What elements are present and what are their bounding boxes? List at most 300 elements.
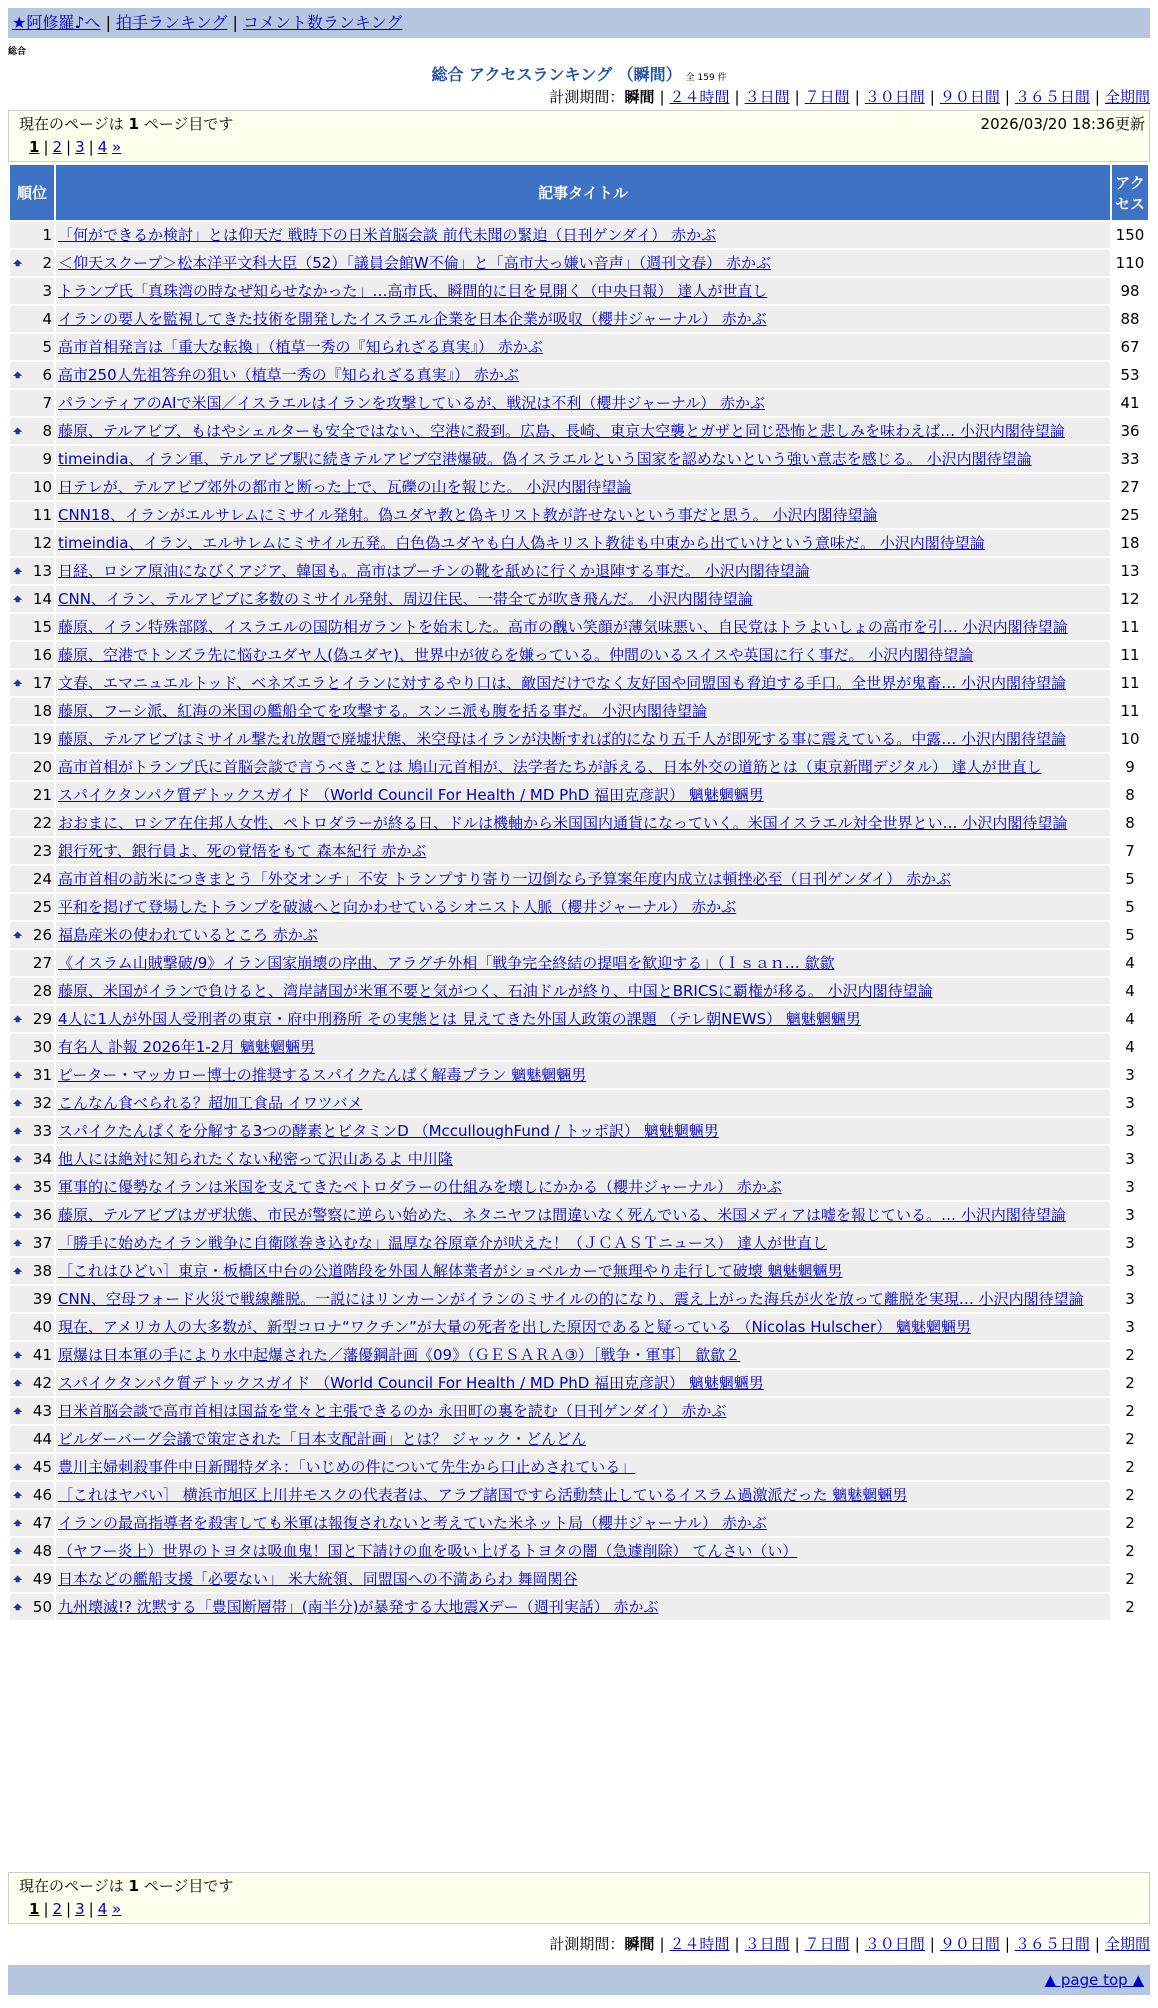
access-count: 3	[1112, 1174, 1148, 1200]
table-row	[10, 1566, 1148, 1592]
table-row	[10, 390, 1148, 416]
table-row	[10, 1258, 1148, 1284]
page-separator: |	[66, 1900, 72, 1918]
up-arrow-icon: 🠹	[13, 1374, 23, 1392]
access-count: 2	[1112, 1426, 1148, 1452]
title-cell	[56, 1202, 1110, 1228]
title-cell	[56, 362, 1110, 388]
period-separator: |	[734, 1935, 740, 1953]
period-separator: |	[794, 88, 800, 106]
period-link[interactable]: ３０日間	[864, 1935, 925, 1953]
rank-number: 18	[32, 702, 52, 720]
title-cell	[56, 334, 1110, 360]
table-row	[10, 1482, 1148, 1508]
page-link[interactable]: 3	[75, 1900, 85, 1918]
access-count: 3	[1112, 1258, 1148, 1284]
rank-cell	[10, 726, 54, 752]
rank-number: 5	[42, 338, 52, 356]
title-cell	[56, 1566, 1110, 1592]
rank-cell	[10, 1174, 54, 1200]
article-link[interactable]: 豊川主婦刺殺事件中日新聞特ダネ：「いじめの件について先生から口止めされている」	[58, 1458, 636, 1476]
article-link[interactable]: （ヤフー炎上）世界のトヨタは吸血鬼！国と下請けの血を吸い上げるトヨタの闇（急遽削除） てんさい（い）	[58, 1542, 798, 1560]
title-cell	[56, 1398, 1110, 1424]
article-link[interactable]: 高市250人先祖答弁の狙い（植草一秀の『知られざる真実』） 赤かぶ	[58, 366, 519, 384]
page-status-prefix: 現在のページは	[19, 1877, 124, 1895]
current-page-number: 1	[128, 115, 139, 133]
table-row	[10, 698, 1148, 724]
article-link[interactable]: 現在、アメリカ人の大多数が、新型コロナ“ワクチン”が大量の死者を出した原因であると疑っている （Nicolas Hulscher） 魑魅魍魎男	[58, 1318, 971, 1336]
up-arrow-icon: 🠹	[13, 562, 23, 580]
table-row	[10, 1314, 1148, 1340]
period-link[interactable]: ７日間	[804, 1935, 850, 1953]
rank-cell	[10, 1230, 54, 1256]
table-row	[10, 558, 1148, 584]
access-count: 3	[1112, 1062, 1148, 1088]
rank-number: 41	[32, 1346, 52, 1364]
rank-number: 13	[32, 562, 52, 580]
article-link[interactable]: 有名人 訃報 2026年1-2月 魑魅魍魎男	[58, 1038, 315, 1056]
access-count: 3	[1112, 1118, 1148, 1144]
article-link[interactable]: 九州壊滅!? 沈黙する「豊国断層帯」(南半分)が暴発する大地震Xデー（週刊実話） 赤かぶ	[58, 1598, 659, 1616]
access-count: 11	[1112, 670, 1148, 696]
rank-cell	[10, 894, 54, 920]
title-cell	[56, 1342, 1110, 1368]
rank-cell	[10, 978, 54, 1004]
up-arrow-icon: 🠹	[13, 422, 23, 440]
title-cell	[56, 894, 1110, 920]
title-cell	[56, 278, 1110, 304]
period-current: 瞬間	[624, 88, 655, 106]
rank-cell	[10, 306, 54, 332]
article-link[interactable]: 軍事的に優勢なイランは米国を支えてきたペトロダラーの仕組みを壊しにかかる（櫻井ジャーナル） 赤かぶ	[58, 1178, 782, 1196]
page-links	[19, 138, 1139, 156]
access-count: 33	[1112, 446, 1148, 472]
article-link[interactable]: パランティアのAIで米国／イスラエルはイランを攻撃しているが、戦況は不利（櫻井ジャーナル） 赤かぶ	[58, 394, 766, 412]
access-count: 2	[1112, 1370, 1148, 1396]
ranking-table	[8, 163, 1150, 1622]
up-arrow-icon: 🠹	[13, 1486, 23, 1504]
article-link[interactable]: CNN、空母フォード火災で戦線離脱。一説にはリンカーンがイランのミサイルの的になり、震え上がった海兵が火を放って離脱を実現… 小沢内閣待望論	[58, 1290, 1084, 1308]
up-arrow-icon: 🠹	[13, 1066, 23, 1084]
period-separator: |	[1094, 1935, 1100, 1953]
page-link[interactable]: 4	[97, 138, 108, 156]
title-cell	[56, 250, 1110, 276]
access-count: 110	[1112, 250, 1148, 276]
rank-cell	[10, 1118, 54, 1144]
rank-number: 9	[42, 450, 52, 468]
up-arrow-icon: 🠹	[13, 926, 23, 944]
rank-cell	[10, 1594, 54, 1620]
period-link[interactable]: ３日間	[744, 88, 790, 106]
title-cell	[56, 1426, 1110, 1452]
title-cell	[56, 1146, 1110, 1172]
update-timestamp: 2026/03/20 18:36更新	[980, 115, 1145, 133]
up-arrow-icon: 🠹	[13, 1598, 23, 1616]
access-count: 2	[1112, 1566, 1148, 1592]
period-separator: |	[1004, 1935, 1010, 1953]
page-status-suffix: ページ目です	[143, 115, 234, 133]
article-link[interactable]: 藤原、米国がイランで負けると、湾岸諸国が米軍不要と気がつく、石油ドルが終り、中国とBRICSに覇権が移る。 小沢内閣待望論	[58, 982, 933, 1000]
period-separator: |	[659, 1935, 665, 1953]
page-separator: |	[88, 1900, 94, 1918]
rank-number: 30	[32, 1038, 52, 1056]
title-cell	[56, 1594, 1110, 1620]
title-cell	[56, 978, 1110, 1004]
rank-cell	[10, 502, 54, 528]
period-link[interactable]: ７日間	[804, 88, 850, 106]
table-row	[10, 782, 1148, 808]
article-link[interactable]: 日テレが、テルアビブ郊外の都市と断った上で、瓦礫の山を報じた。 小沢内閣待望論	[58, 478, 632, 496]
article-link[interactable]: timeindia、イラン軍、テルアビブ駅に続きテルアビブ空港爆破。偽イスラエルという国家を認めないという強い意志を感じる。 小沢内閣待望論	[58, 450, 1032, 468]
rank-number: 21	[32, 786, 52, 804]
access-count: 8	[1112, 810, 1148, 836]
rank-cell	[10, 782, 54, 808]
rank-number: 3	[42, 282, 52, 300]
title-column-header: 記事タイトル	[56, 165, 1110, 220]
table-row	[10, 1342, 1148, 1368]
title-cell	[56, 1454, 1110, 1480]
rank-cell	[10, 1398, 54, 1424]
period-label: 計測期間：	[549, 88, 625, 106]
title-cell	[56, 502, 1110, 528]
period-link[interactable]: ９０日間	[939, 88, 1000, 106]
period-separator: |	[1004, 88, 1010, 106]
period-link[interactable]: ３０日間	[864, 88, 925, 106]
rank-cell	[10, 1370, 54, 1396]
access-count: 2	[1112, 1342, 1148, 1368]
article-link[interactable]: 高市首相の訪米につきまとう「外交オンチ」不安 トランプすり寄り一辺倒なら予算案年度内成立は頓挫必至（日刊ゲンダイ） 赤かぶ	[58, 870, 952, 888]
rank-number: 16	[32, 646, 52, 664]
page-link[interactable]: 2	[52, 1900, 63, 1918]
access-count: 4	[1112, 1034, 1148, 1060]
title-cell	[56, 418, 1110, 444]
title-cell	[56, 838, 1110, 864]
asyura-home-link[interactable]: ★阿修羅♪へ	[12, 13, 101, 32]
page-separator: |	[43, 1900, 49, 1918]
article-link[interactable]: イランの要人を監視してきた技術を開発したイスラエル企業を日本企業が吸収（櫻井ジャーナル） 赤かぶ	[58, 310, 767, 328]
table-row	[10, 1510, 1148, 1536]
article-link[interactable]: おおまに、ロシア在住邦人女性、ペトロダラーが終る日、ドルは機軸から米国国内通貨になっていく。米国イスラエル対全世界とい… 小沢内閣待望論	[58, 814, 1068, 832]
title-cell	[56, 1482, 1110, 1508]
table-row	[10, 1286, 1148, 1312]
access-count: 3	[1112, 1202, 1148, 1228]
rank-number: 6	[42, 366, 52, 384]
pager-top	[8, 110, 1150, 162]
title-cell	[56, 754, 1110, 780]
rank-cell	[10, 1538, 54, 1564]
article-link[interactable]: 福島産米の使われているところ 赤かぶ	[58, 926, 318, 944]
rank-cell	[10, 698, 54, 724]
rank-cell	[10, 838, 54, 864]
rank-cell	[10, 1286, 54, 1312]
period-link[interactable]: ２４時間	[669, 1935, 730, 1953]
access-count: 11	[1112, 614, 1148, 640]
current-page-number: 1	[128, 1877, 139, 1895]
article-link[interactable]: スパイクタンパク質デトックスガイド （World Council For Health / MD PhD 福田克彦訳） 魑魅魍魎男	[58, 1374, 764, 1392]
title-cell	[56, 1286, 1110, 1312]
up-arrow-icon: 🠹	[13, 1094, 23, 1112]
article-link[interactable]: 日本などの艦船支援「必要ない」 米大統領、同盟国への不満あらわ 舞岡関谷	[58, 1570, 578, 1588]
rank-cell	[10, 1258, 54, 1284]
applause-ranking-link[interactable]: 拍手ランキング	[115, 13, 228, 32]
access-count: 2	[1112, 1510, 1148, 1536]
title-cell	[56, 390, 1110, 416]
access-count: 2	[1112, 1594, 1148, 1620]
rank-number: 2	[42, 254, 52, 272]
nav-separator: |	[232, 13, 238, 32]
table-row	[10, 978, 1148, 1004]
period-separator: |	[1094, 88, 1100, 106]
article-link[interactable]: 藤原、テルアビブはミサイル撃たれ放題で廃墟状態、米空母はイランが決断すれば的になり五千人が即死する事に震えている。中露… 小沢内閣待望論	[58, 730, 1066, 748]
period-link[interactable]: ２４時間	[669, 88, 730, 106]
rank-column-header: 順位	[10, 165, 54, 220]
rank-number: 40	[32, 1318, 52, 1336]
up-arrow-icon: 🠹	[13, 1402, 23, 1420]
title-cell	[56, 1118, 1110, 1144]
article-link[interactable]: 4人に1人が外国人受刑者の東京・府中刑務所 その実態とは 見えてきた外国人政策の課題 （テレ朝NEWS） 魑魅魍魎男	[58, 1010, 861, 1028]
table-row	[10, 950, 1148, 976]
next-page-link[interactable]: »	[112, 1900, 122, 1918]
article-link[interactable]: スパイクタンパク質デトックスガイド （World Council For Health / MD PhD 福田克彦訳） 魑魅魍魎男	[58, 786, 764, 804]
page-status-suffix: ページ目です	[143, 1877, 234, 1895]
rank-number: 49	[32, 1570, 52, 1588]
rank-number: 47	[32, 1514, 52, 1532]
rank-number: 27	[32, 954, 52, 972]
rank-cell	[10, 418, 54, 444]
access-count: 98	[1112, 278, 1148, 304]
table-row	[10, 1202, 1148, 1228]
article-link[interactable]: 「勝手に始めたイラン戦争に自衛隊巻き込むな」温厚な谷原章介が吠えた！（ＪＣＡＳＴニュース） 達人が世直し	[58, 1234, 828, 1252]
article-link[interactable]: トランプ氏「真珠湾の時なぜ知らせなかった」…高市氏、瞬間的に目を見開く（中央日報） 達人が世直し	[58, 282, 768, 300]
rank-number: 7	[42, 394, 52, 412]
period-separator: |	[659, 88, 665, 106]
period-link[interactable]: 全期間	[1104, 88, 1150, 106]
access-count: 67	[1112, 334, 1148, 360]
table-row	[10, 502, 1148, 528]
rank-number: 43	[32, 1402, 52, 1420]
title-cell	[56, 950, 1110, 976]
rank-number: 11	[32, 506, 52, 524]
page-status-prefix: 現在のページは	[19, 115, 124, 133]
article-link[interactable]: ［これはひどい］東京・板橋区中台の公道階段を外国人解体業者がショベルカーで無理やり走行して破壊 魑魅魍魎男	[58, 1262, 843, 1280]
title-cell	[56, 1062, 1110, 1088]
article-link[interactable]: CNN18、イランがエルサレムにミサイル発射。偽ユダヤ教と偽キリスト教が許せないという事だと思う。 小沢内閣待望論	[58, 506, 878, 524]
access-column-header: アクセス	[1112, 165, 1148, 220]
rank-number: 26	[32, 926, 52, 944]
up-arrow-icon: 🠹	[13, 1122, 23, 1140]
table-row	[10, 642, 1148, 668]
rank-number: 44	[32, 1430, 52, 1448]
up-arrow-icon: 🠹	[13, 1206, 23, 1224]
period-link[interactable]: ３日間	[744, 1935, 790, 1953]
rank-number: 25	[32, 898, 52, 916]
title-cell	[56, 222, 1110, 248]
article-link[interactable]: 藤原、テルアビブ、もはやシェルターも安全ではない、空港に殺到。広島、長崎、東京大空襲とガザと同じ恐怖と悲しみを味わえば… 小沢内閣待望論	[58, 422, 1065, 440]
access-count: 12	[1112, 586, 1148, 612]
table-row	[10, 838, 1148, 864]
rank-cell	[10, 222, 54, 248]
article-link[interactable]: 高市首相発言は「重大な転換」（植草一秀の『知られざる真実』） 赤かぶ	[58, 338, 543, 356]
period-separator: |	[794, 1935, 800, 1953]
access-count: 4	[1112, 978, 1148, 1004]
rank-cell	[10, 1090, 54, 1116]
page-links	[19, 1900, 1139, 1918]
page-link[interactable]: 3	[75, 138, 85, 156]
nav-separator: |	[105, 13, 111, 32]
article-link[interactable]: ［これはヤバい］ 横浜市旭区上川井モスクの代表者は、アラブ諸国ですら活動禁止しているイスラム過激派だった 魑魅魍魎男	[58, 1486, 908, 1504]
rank-number: 34	[32, 1150, 52, 1168]
article-link[interactable]: 《イスラム山賊撃破/9》イラン国家崩壊の序曲、アラグチ外相「戦争完全終結の提唱を歓迎する」（Ｉｓａｎ… 歙歙	[58, 954, 835, 972]
title-cell	[56, 1174, 1110, 1200]
rank-number: 4	[42, 310, 52, 328]
rank-number: 22	[32, 814, 52, 832]
table-row	[10, 446, 1148, 472]
article-link[interactable]: 日米首脳会談で高市首相は国益を堂々と主張できるのか 永田町の裏を読む（日刊ゲンダイ） 赤かぶ	[58, 1402, 727, 1420]
access-count: 2	[1112, 1482, 1148, 1508]
period-selector-bottom	[549, 1933, 1150, 1954]
article-link[interactable]: こんなん食べられる？超加工食品 イワツバメ	[58, 1094, 363, 1112]
rank-cell	[10, 1510, 54, 1536]
rank-number: 12	[32, 534, 52, 552]
article-link[interactable]: イランの最高指導者を殺害しても米軍は報復されないと考えていた米ネット局（櫻井ジャーナル） 赤かぶ	[58, 1514, 767, 1532]
article-link[interactable]: 日経、ロシア原油になびくアジア、韓国も。高市はプーチンの靴を舐めに行くか退陣する事だ。 小沢内閣待望論	[58, 562, 810, 580]
period-separator: |	[854, 1935, 860, 1953]
article-link[interactable]: timeindia、イラン、エルサレムにミサイル五発。白色偽ユダヤも白人偽キリスト教徒も中東から出ていけという意味だ。 小沢内閣待望論	[58, 534, 985, 552]
page-link[interactable]: 4	[97, 1900, 108, 1918]
up-arrow-icon: 🠹	[13, 674, 23, 692]
rank-number: 17	[32, 674, 52, 692]
period-current: 瞬間	[624, 1935, 655, 1953]
access-count: 3	[1112, 1230, 1148, 1256]
access-count: 150	[1112, 222, 1148, 248]
period-separator: |	[929, 1935, 935, 1953]
period-separator: |	[734, 88, 740, 106]
up-arrow-icon: 🠹	[13, 1542, 23, 1560]
period-link[interactable]: ３６５日間	[1014, 88, 1090, 106]
table-row	[10, 418, 1148, 444]
page-link[interactable]: 2	[52, 138, 63, 156]
table-row	[10, 1370, 1148, 1396]
table-row	[10, 306, 1148, 332]
rank-number: 23	[32, 842, 52, 860]
access-count: 7	[1112, 838, 1148, 864]
table-row	[10, 278, 1148, 304]
period-separator: |	[929, 88, 935, 106]
table-row	[10, 754, 1148, 780]
article-link[interactable]: 原爆は日本軍の手により水中起爆された／藩優鋼計画《09》（ＧＥＳＡＲＡ③）［戦争・軍事］ 歙歙２	[58, 1346, 741, 1364]
rank-number: 39	[32, 1290, 52, 1308]
article-link[interactable]: 文春、エマニュエルトッド、ベネズエラとイランに対するやり口は、敵国だけでなく友好国や同盟国も脅迫する手口。全世界が鬼畜… 小沢内閣待望論	[58, 674, 1066, 692]
article-link[interactable]: ピーター・マッカロー博士の推奨するスパイクたんぱく解毒プラン 魑魅魍魎男	[58, 1066, 587, 1084]
period-link[interactable]: ３６５日間	[1014, 1935, 1090, 1953]
rank-number: 36	[32, 1206, 52, 1224]
article-link[interactable]: 「何ができるか検討」とは仰天だ 戦時下の日米首脳会談 前代未聞の緊迫（日刊ゲンダイ） 赤かぶ	[58, 226, 717, 244]
title-cell	[56, 726, 1110, 752]
access-count: 5	[1112, 922, 1148, 948]
table-row	[10, 614, 1148, 640]
table-row	[10, 810, 1148, 836]
access-count: 11	[1112, 642, 1148, 668]
article-link[interactable]: 他人には絶対に知られたくない秘密って沢山あるよ 中川隆	[58, 1150, 453, 1168]
page-current: 1	[29, 138, 40, 156]
access-count: 2	[1112, 1398, 1148, 1424]
access-count: 2	[1112, 1538, 1148, 1564]
article-link[interactable]: 藤原、フーシ派、紅海の米国の艦船全てを攻撃する。スンニ派も腹を括る事だ。 小沢内閣待望論	[58, 702, 708, 720]
rank-cell	[10, 670, 54, 696]
next-page-link[interactable]: »	[112, 138, 122, 156]
rank-number: 38	[32, 1262, 52, 1280]
period-link[interactable]: 全期間	[1104, 1935, 1150, 1953]
rank-number: 42	[32, 1374, 52, 1392]
table-row	[10, 1034, 1148, 1060]
page-separator: |	[66, 138, 72, 156]
article-link[interactable]: ＜仰天スクープ＞松本洋平文科大臣（52）「議員会館W不倫」と「高市大っ嫌い音声」（週刊文春） 赤かぶ	[58, 254, 771, 272]
period-label: 計測期間：	[549, 1935, 625, 1953]
access-count: 41	[1112, 390, 1148, 416]
rank-cell	[10, 1482, 54, 1508]
period-link[interactable]: ９０日間	[939, 1935, 1000, 1953]
period-separator: |	[854, 88, 860, 106]
access-count: 5	[1112, 866, 1148, 892]
up-arrow-icon: 🠹	[13, 1570, 23, 1588]
rank-number: 28	[32, 982, 52, 1000]
title-cell	[56, 1510, 1110, 1536]
rank-cell	[10, 1146, 54, 1172]
article-link[interactable]: 藤原、テルアビブはガザ状態、市民が警察に逆らい始めた、ネタニヤフは間違いなく死んでいる、米国メディアは嘘を報じている。… 小沢内閣待望論	[58, 1206, 1066, 1224]
article-link[interactable]: スパイクたんぱくを分解する3つの酵素とビタミンD （McculloughFund / トッポ訳） 魑魅魍魎男	[58, 1122, 719, 1140]
pager-bottom	[8, 1872, 1150, 1924]
rank-cell	[10, 362, 54, 388]
title-cell	[56, 306, 1110, 332]
rank-number: 19	[32, 730, 52, 748]
table-row	[10, 922, 1148, 948]
title-cell	[56, 1370, 1110, 1396]
title-cell	[56, 558, 1110, 584]
period-selector-top	[549, 86, 1150, 107]
title-cell	[56, 698, 1110, 724]
page-top-link[interactable]: ▲ page top ▲	[1044, 1971, 1144, 1989]
page-title	[0, 62, 1158, 85]
page-status	[19, 113, 1139, 134]
article-link[interactable]: CNN、イラン、テルアビブに多数のミサイル発射、周辺住民、一帯全てが吹き飛んだ。 小沢内閣待望論	[58, 590, 753, 608]
title-cell	[56, 446, 1110, 472]
article-link[interactable]: 平和を掲げて登場したトランプを破滅へと向かわせているシオニスト人脈（櫻井ジャーナル） 赤かぶ	[58, 898, 737, 916]
access-count: 88	[1112, 306, 1148, 332]
table-row	[10, 362, 1148, 388]
up-arrow-icon: 🠹	[13, 254, 23, 272]
rank-cell	[10, 1062, 54, 1088]
comment-ranking-link[interactable]: コメント数ランキング	[242, 13, 403, 32]
title-cell	[56, 1538, 1110, 1564]
rank-number: 15	[32, 618, 52, 636]
table-row	[10, 1006, 1148, 1032]
up-arrow-icon: 🠹	[13, 366, 23, 384]
article-link[interactable]: 銀行死す、銀行員よ、死の覚悟をもて 森本紀行 赤かぶ	[58, 842, 427, 860]
table-row	[10, 670, 1148, 696]
article-link[interactable]: ビルダーバーグ会議で策定された「日本支配計画」とは？ ジャック・どんどん	[58, 1430, 587, 1448]
table-row	[10, 250, 1148, 276]
rank-cell	[10, 278, 54, 304]
up-arrow-icon: 🠹	[13, 1262, 23, 1280]
up-arrow-icon: 🠹	[13, 1346, 23, 1364]
rank-cell	[10, 446, 54, 472]
article-link[interactable]: 藤原、空港でトンズラ先に悩むユダヤ人(偽ユダヤ)、世界中が彼らを嫌っている。仲間のいるスイスや英国に行く事だ。 小沢内閣待望論	[58, 646, 974, 664]
table-row	[10, 1174, 1148, 1200]
rank-number: 46	[32, 1486, 52, 1504]
article-link[interactable]: 藤原、イラン特殊部隊、イスラエルの国防相ガラントを始末した。高市の醜い笑顔が薄気味悪い、自民党はトラよいしょの高市を引… 小沢内閣待望論	[58, 618, 1068, 636]
page-separator: |	[43, 138, 49, 156]
article-link[interactable]: 高市首相がトランプ氏に首脳会談で言うべきことは 鳩山元首相が、法学者たちが訴える、日本外交の道筋とは（東京新聞デジタル） 達人が世直し	[58, 758, 1042, 776]
